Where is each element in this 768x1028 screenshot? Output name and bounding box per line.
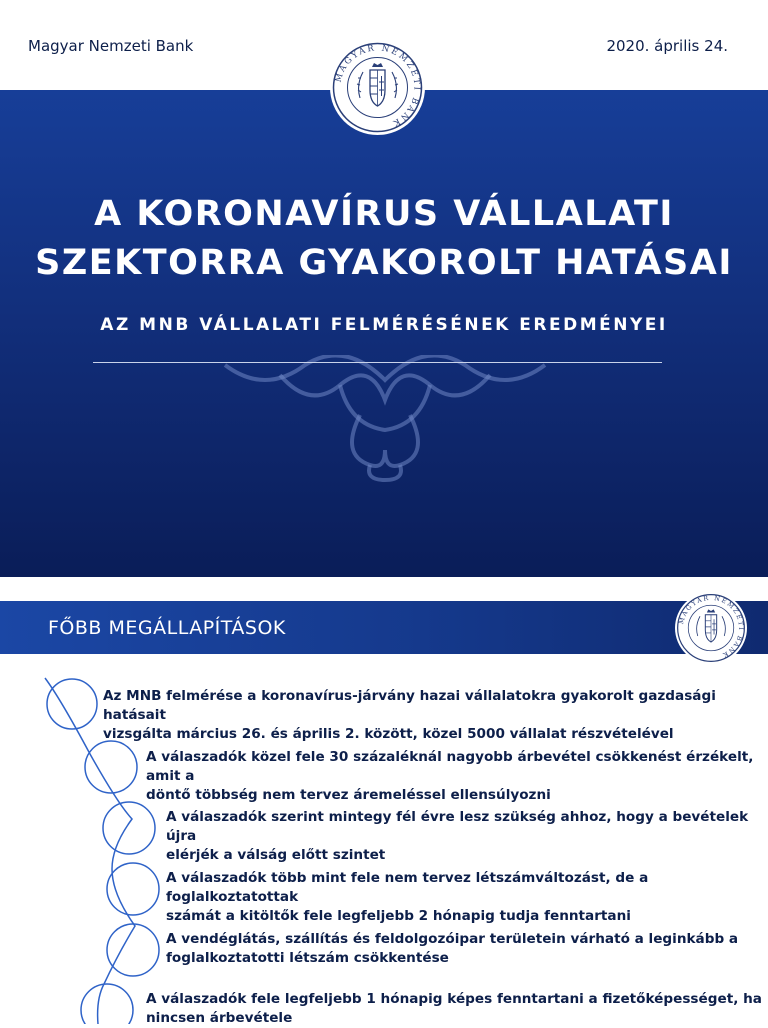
section-title: FŐBB MEGÁLLAPÍTÁSOK — [48, 617, 286, 639]
hero-banner — [0, 90, 768, 577]
mnb-seal-logo — [330, 40, 425, 135]
timeline-node-5 — [107, 924, 159, 976]
seal-ring-text: MAGYAR NEMZETI BANK — [333, 43, 422, 129]
finding-item: A vendéglátás, szállítás és feldolgozóipar területein várható a leginkább a foglalkoztatotti létszám csökkentése — [166, 931, 739, 966]
finding-item: A válaszadók több mint fele nem tervez létszámváltozást, de a foglalkoztatottak számát a kitöltők fele legfeljebb 2 hónapig tudja fenntartani — [166, 870, 649, 924]
timeline-node-6 — [81, 984, 133, 1024]
hero-title — [0, 190, 768, 288]
knot-ornament — [220, 355, 550, 485]
seal-small-ring-text: MAGYAR NEMZETI BANK — [677, 593, 746, 660]
findings-list — [0, 654, 768, 1024]
org-name: Magyar Nemzeti Bank — [28, 37, 194, 55]
finding-item: A válaszadók fele legfeljebb 1 hónapig képes fenntartani a fizetőképességet, ha nincsen árbevétele — [146, 991, 762, 1026]
finding-item: A válaszadók közel fele 30 százaléknál nagyobb árbevétel csökkenést érzékelt, amit a döntő többség nem tervez áremeléssel ellensúlyozni — [146, 749, 754, 803]
mnb-seal-logo-small — [675, 592, 747, 664]
timeline-node-2 — [85, 741, 137, 793]
hero-subtitle: AZ MNB VÁLLALATI FELMÉRÉSÉNEK EREDMÉNYEI — [100, 315, 668, 335]
hero-title-line2: SZEKTORRA GYAKOROLT HATÁSAI — [35, 243, 733, 283]
publication-date: 2020. április 24. — [606, 37, 728, 55]
finding-item: Az MNB felmérése a koronavírus-járvány hazai vállalatokra gyakorolt gazdasági hatásait vizsgálta március 26. és április 2. között, közel 5000 vállalat részvételével — [103, 688, 716, 742]
timeline-node-3 — [103, 802, 155, 854]
section-header-bar — [0, 601, 768, 654]
hero-divider — [93, 362, 662, 363]
finding-item: A válaszadók szerint mintegy fél évre lesz szükség ahhoz, hogy a bevételek újra elérjék a válság előtt szintet — [166, 809, 749, 863]
hero-title-line1: A KORONAVÍRUS VÁLLALATI — [94, 194, 674, 234]
